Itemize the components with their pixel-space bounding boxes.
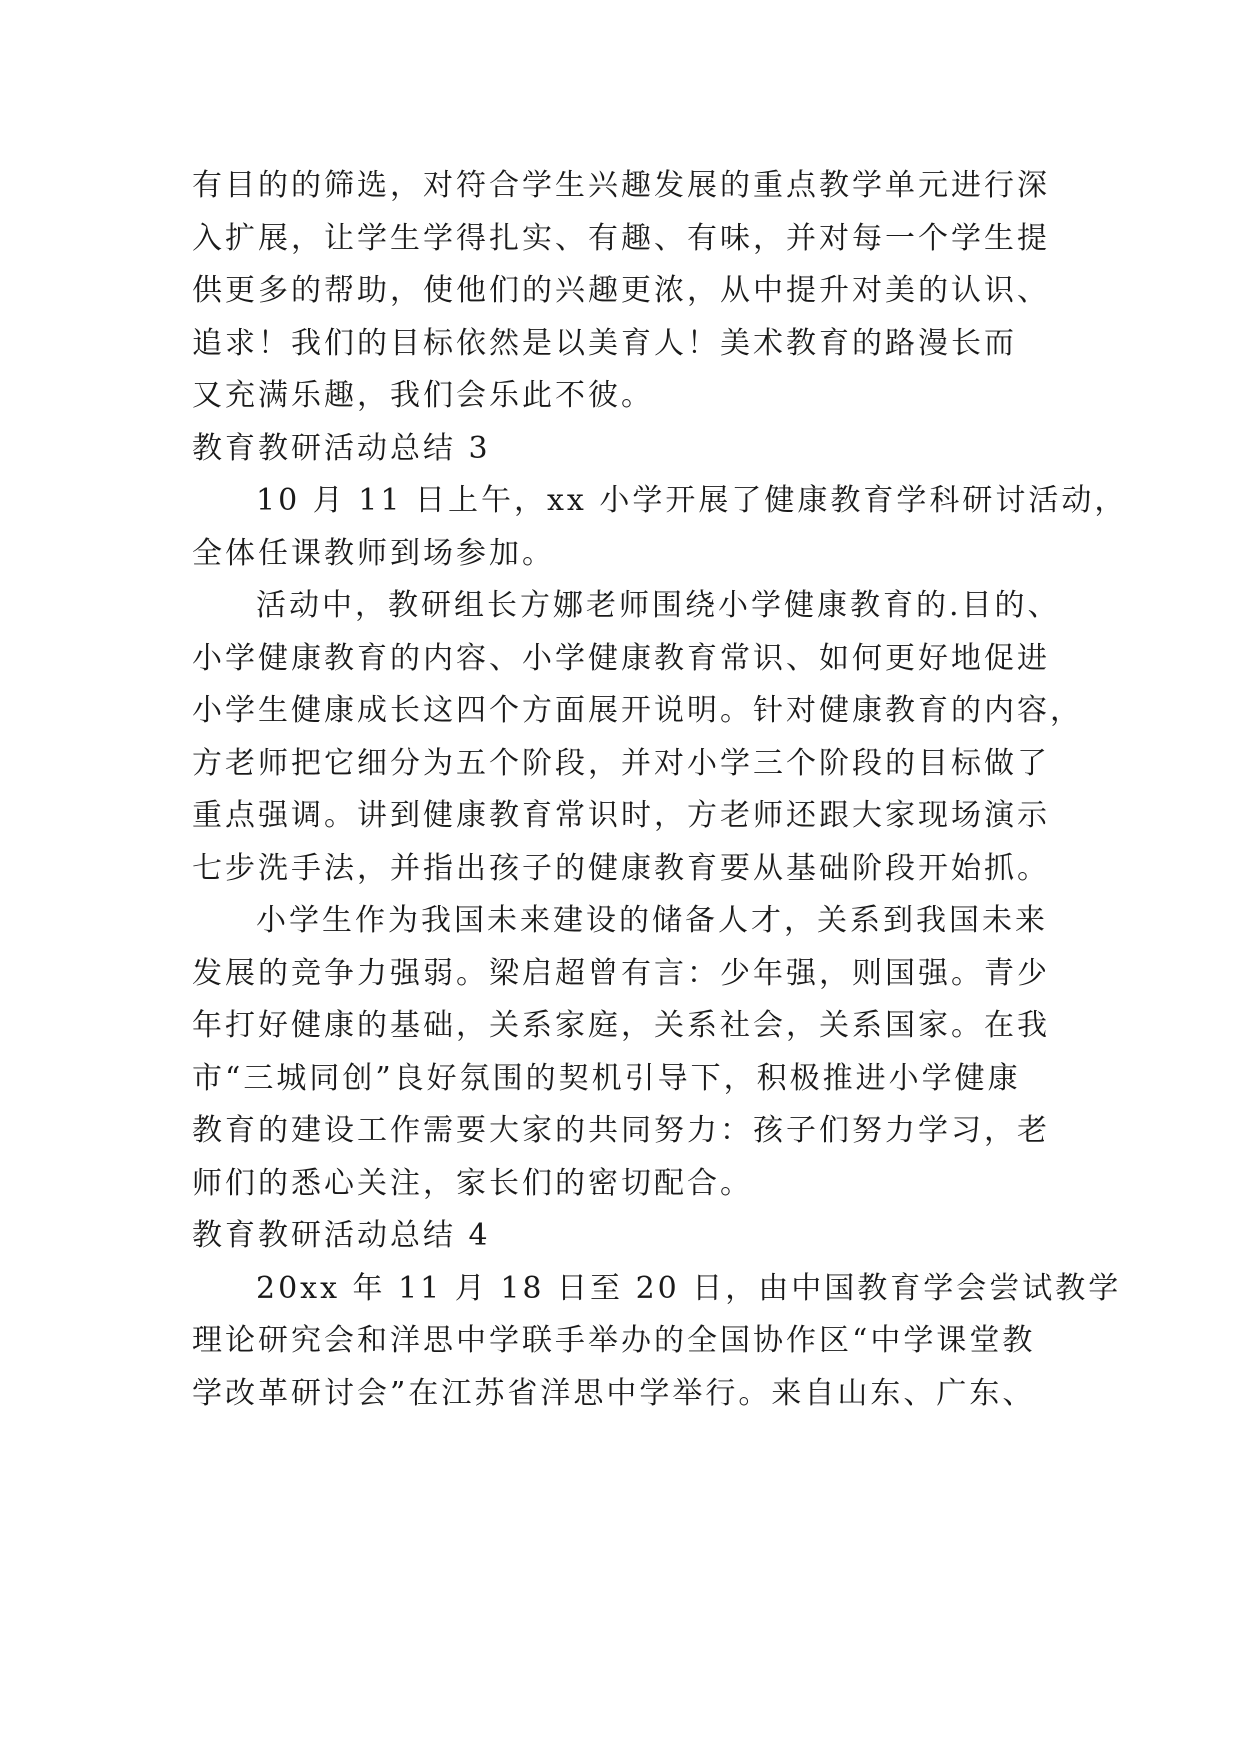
text-line: 重点强调。讲到健康教育常识时，方老师还跟大家现场演示 [192, 798, 1050, 833]
paragraph-conference [192, 1263, 1122, 1421]
text-line: 方老师把它细分为五个阶段，并对小学三个阶段的目标做了 [192, 745, 1050, 781]
paragraph-continuation [192, 160, 1092, 423]
text-line: 20xx 年 11 月 18 日至 20 日，由中国教育学会尝试教学 [256, 1270, 1122, 1306]
text-line: 小学健康教育的内容、小学健康教育常识、如何更好地促进 [192, 640, 1050, 676]
text-line: 又充满乐趣，我们会乐此不彼。 [192, 378, 654, 413]
paragraph-significance [192, 895, 1092, 1210]
paragraph-event-intro [192, 475, 1128, 580]
text-line: 入扩展，让学生学得扎实、有趣、有味，并对每一个学生提 [192, 220, 1050, 256]
text-line: 师们的悉心关注，家长们的密切配合。 [192, 1165, 753, 1201]
text-line: 学改革研讨会”在江苏省洋思中学举行。来自山东、广东、 [192, 1375, 1036, 1411]
text-line: 10 月 11 日上午，xx 小学开展了健康教育学科研讨活动， [256, 483, 1128, 518]
text-line: 有目的的筛选，对符合学生兴趣发展的重点教学单元进行深 [192, 168, 1050, 203]
paragraph-activity [192, 580, 1092, 895]
document-body [192, 160, 1128, 1420]
text-line: 供更多的帮助，使他们的兴趣更浓，从中提升对美的认识、 [192, 273, 1050, 308]
text-line: 市“三城同创”良好氛围的契机引导下，积极推进小学健康 [192, 1060, 1021, 1096]
text-line: 理论研究会和洋思中学联手举办的全国协作区“中学课堂教 [192, 1323, 1036, 1358]
section-heading-3: 教育教研活动总结 3 [192, 430, 491, 466]
text-line: 发展的竞争力强弱。梁启超曾有言：少年强，则国强。青少 [192, 955, 1050, 991]
text-line: 全体任课教师到场参加。 [192, 535, 555, 571]
text-line: 年打好健康的基础，关系家庭，关系社会，关系国家。在我 [192, 1008, 1050, 1043]
text-line: 教育的建设工作需要大家的共同努力：孩子们努力学习，老 [192, 1113, 1050, 1148]
section-heading-4: 教育教研活动总结 4 [192, 1218, 491, 1253]
text-line: 七步洗手法，并指出孩子的健康教育要从基础阶段开始抓。 [192, 850, 1050, 886]
text-line: 追求！我们的目标依然是以美育人！美术教育的路漫长而 [192, 325, 1017, 361]
text-line: 活动中，教研组长方娜老师围绕小学健康教育的.目的、 [256, 588, 1061, 623]
text-line: 小学生健康成长这四个方面展开说明。针对健康教育的内容， [192, 693, 1083, 728]
text-line: 小学生作为我国未来建设的储备人才，关系到我国未来 [256, 903, 1048, 938]
